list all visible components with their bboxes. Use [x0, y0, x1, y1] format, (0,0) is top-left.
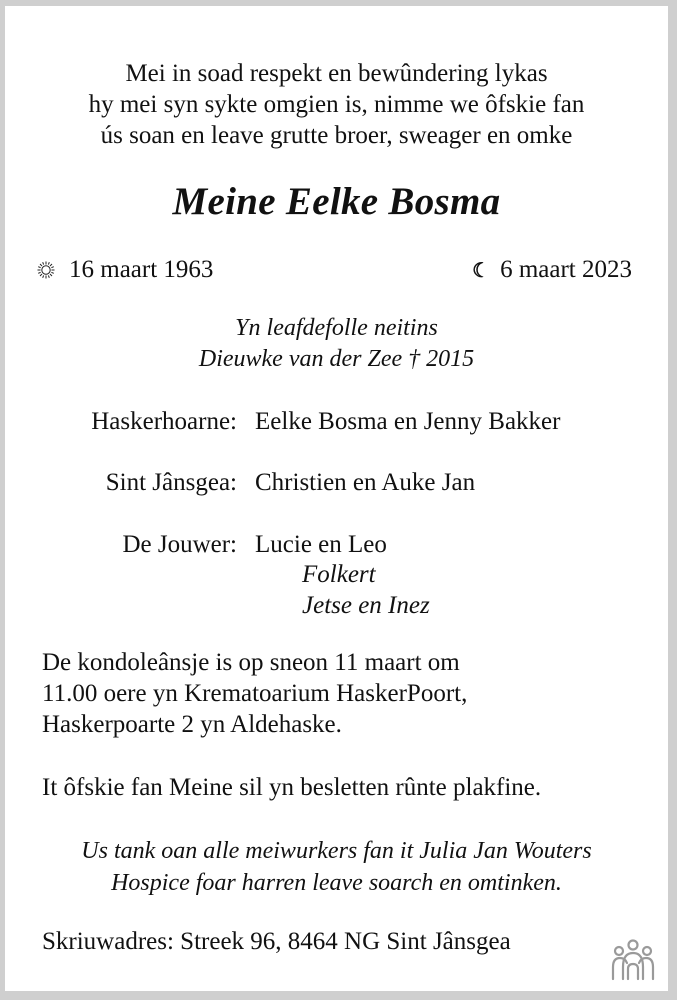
family-child: Folkert	[302, 561, 376, 588]
family-row	[5, 531, 668, 563]
memory-line: Dieuwke van der Zee † 2015	[198, 346, 475, 372]
death-date-group	[472, 256, 632, 284]
memory-text	[5, 313, 668, 375]
crescent-moon-icon: ☾	[472, 259, 491, 282]
condolence-line: 11.00 oere yn Krematoarium HaskerPoort,	[42, 680, 468, 707]
family-names: Eelke Bosma en Jenny Bakker	[255, 408, 561, 435]
family-row	[5, 469, 668, 501]
intro-line: ús soan en leave grutte broer, sweager en omke	[100, 122, 573, 149]
thanks-text	[5, 835, 668, 899]
mailing-address: Skriuwadres: Streek 96, 8464 NG Sint Jânsgea	[42, 928, 511, 955]
life-dates	[5, 256, 668, 286]
intro-text	[5, 58, 668, 151]
family-row	[5, 408, 668, 440]
family-child: Jetse en Inez	[302, 592, 430, 619]
family-names: Lucie en Leo	[255, 531, 387, 558]
condolence-line: Haskerpoarte 2 yn Aldehaske.	[42, 711, 342, 738]
memory-line: Yn leafdefolle neitins	[235, 315, 438, 341]
condolence-text	[42, 647, 467, 740]
condolence-line: De kondoleânsje is op sneon 11 maart om	[42, 649, 460, 676]
family-names: Christien en Auke Jan	[255, 469, 476, 496]
family-place: De Jouwer:	[122, 531, 237, 558]
people-group-icon	[611, 939, 655, 981]
thanks-line: Hospice foar harren leave soarch en omtinken.	[111, 870, 562, 896]
thanks-line: Us tank oan alle meiwurkers fan it Julia Jan Wouters	[81, 838, 592, 864]
family-place: Haskerhoarne:	[91, 408, 237, 435]
obituary-card	[5, 6, 668, 991]
farewell-text: It ôfskie fan Meine sil yn besletten rûnte plakfine.	[42, 774, 542, 801]
birth-date-group	[37, 256, 213, 284]
intro-line: Mei in soad respekt en bewûndering lykas	[125, 60, 548, 87]
intro-line: hy mei syn sykte omgien is, nimme we ôfskie fan	[88, 91, 585, 118]
birth-date: 16 maart 1963	[69, 256, 214, 283]
death-date: 6 maart 2023	[500, 256, 632, 283]
deceased-name: Meine Eelke Bosma	[172, 180, 501, 223]
family-place: Sint Jânsgea:	[105, 469, 237, 496]
sun-icon	[37, 261, 55, 279]
